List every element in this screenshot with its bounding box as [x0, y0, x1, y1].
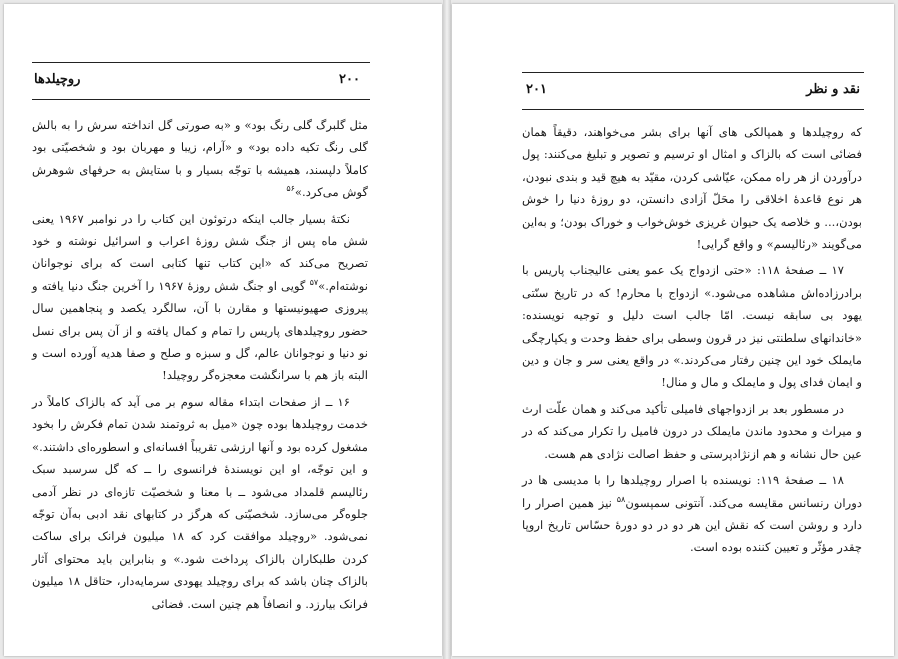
paragraph-text: در مسطور بعد بر ازدواجهای فامیلی تأکید می‌کند و همان علّت ارث و میراث و محدود ماندن مایملک در درون فامیل را تکرار می‌کند که در عین حال نشانه و هم ازنژادپرستی و حفظ اصالت نژادی هم هست. [522, 401, 862, 461]
book-gutter [443, 0, 451, 659]
right-page [452, 4, 894, 656]
right-page-number: ۲۰۱ [526, 82, 547, 97]
left-page-header [32, 62, 370, 100]
paragraph-text: ۱۷ ــ صفحهٔ ۱۱۸: «حتی ازدواج یک عمو یعنی عالیجناب پاریس با برادرزاده‌اش مشاهده می‌شود.» ازدواج با محارم! که در تاریخ سنّتی یهود بی سابقه نیست. امّا جالب است دلیل و توجیه نویسنده: «خاندانهای سلطنتی نیز در قرون وسطی برای حفظ وحدت و یکپارچگی مایملک خود این چنین رفتار می‌کردند.» در واقع یعنی سر و جان و دین و ایمان فدای پول و مایملک و مال و منال! [522, 263, 862, 390]
left-page-number: ۲۰۰ [339, 72, 360, 87]
right-paragraph-1 [522, 121, 862, 255]
footnote-ref: ۵۶ [286, 184, 295, 194]
right-paragraph-3 [522, 398, 862, 465]
left-paragraph-2 [32, 208, 368, 387]
paragraph-text: نکتهٔ بسیار جالب اینکه درتوئون این کتاب را در نوامبر ۱۹۶۷ یعنی شش ماه پس از جنگ شش روزهٔ اعراب و اسرائیل نوشته و خود تصریح می‌کند که «این کتاب تنها کتابی است که برای نوجوانان نوشته‌ام.» [32, 211, 368, 293]
right-body-text [522, 121, 862, 559]
left-page [4, 4, 442, 656]
paragraph-text: که روچیلدها و همپالکی های آنها برای بشر می‌خواهند، دقیقاً همان فضائی است که بالزاک و امثال او ترسیم و تصویر و تبلیغ می‌کنند: پول درآوردن از هر راه ممکن، عیّاشی کردن، مقیّد به هیچ قید و بندی نبودن، هر نوع قاعدهٔ اخلاقی را محَلّ آزادی دانستن، دو روزهٔ دنیا را خوش بودن،... و خلاصه یک حیوان غریزی خوش‌خواب و خوراک بودن؛ و به‌این می‌گویند «رئالیسم» و واقع گرایی! [522, 125, 862, 252]
right-page-header [522, 72, 864, 110]
left-body-text [32, 114, 368, 615]
left-paragraph-3 [32, 391, 368, 615]
right-running-title: نقد و نظر [806, 82, 860, 97]
footnote-ref: ۵۷ [309, 277, 319, 287]
right-paragraph-4 [522, 469, 862, 559]
left-paragraph-1 [32, 114, 368, 204]
left-running-title: روچیلدها [34, 72, 81, 87]
paragraph-text-cont: گویی او جنگ شش روزهٔ ۱۹۶۷ را آخرین جنگ دنیا یافته و پیروزی صهیونیستها و مقارن با آن، سالگرد یکصد و پنجاهمین سال حضور روچیلدهای پاریس را تمام و کمال یافته و از آن پس برای نسل نو دنیا و نوجوانان عالم، گل و سبزه و صلح و صفا هدیه آورده است و البته باز هم با سرانگشت معجزه‌گر روچیلد! [32, 278, 368, 383]
paragraph-text-cont: نیز همین اصرار را دارد و روشن است که نقش این هر دو در دو دورهٔ حسّاس تاریخ اروپا چقدر مؤثّر و تعیین کننده بوده است. [522, 495, 862, 555]
paragraph-text: مثل گلبرگ گلی رنگ بود» و «به صورتی گل انداخته سرش را به بالش گلی رنگ تکیه داده بود» و «آرام، زیبا و مهربان بود و شخصیّتی بود کاملاً دلپسند، همیشه با توجّه بسیار و با ستایش به حرفهای شوهرش گوش می‌کرد.» [32, 118, 368, 200]
paragraph-text: ۱۶ ــ از صفحات ابتداء مقاله سوم بر می آید که بالزاک کاملاً در خدمت روچیلدها بوده چون «میل به ثروتمند شدن تمام فکرش را بخود مشغول کرده بود و آنها ارزشی تقریباً افسانه‌ای و اسطوره‌ای داشتند.» و این توجّه، او این نویسندهٔ فرانسوی را ــ که گل سرسبد سبک رئالیسم قلمداد می‌شود ــ با معنا و شخصیّت تازه‌ای در نظر آدمی جلوه‌گر می‌سازد. شخصیّتی که هرگز در کتابهای نقد ادبی به‌آن توجّه نمی‌شود. «روچیلد موافقت کرد که ۱۸ میلیون فرانک برای ساکت کردن طلبکاران بالزاک پرداخت شود.» و بنابراین باید محتوای آثار بالزاک چنان باشد که برای روچیلد یهودی سرمایه‌دار، حتاقل ۱۸ میلیون فرانک بیارزد. و انصافاً هم چنین است. فضائی [32, 394, 369, 611]
footnote-ref: ۵۸ [616, 494, 626, 504]
paragraph-text: ۱۸ ــ صفحهٔ ۱۱۹: نویسنده با اصرار روچیلدها را با مدیسی ها در دوران رنسانس مقایسه می‌کند. آنتونی سمپسون [522, 473, 863, 510]
right-paragraph-2 [522, 259, 862, 393]
